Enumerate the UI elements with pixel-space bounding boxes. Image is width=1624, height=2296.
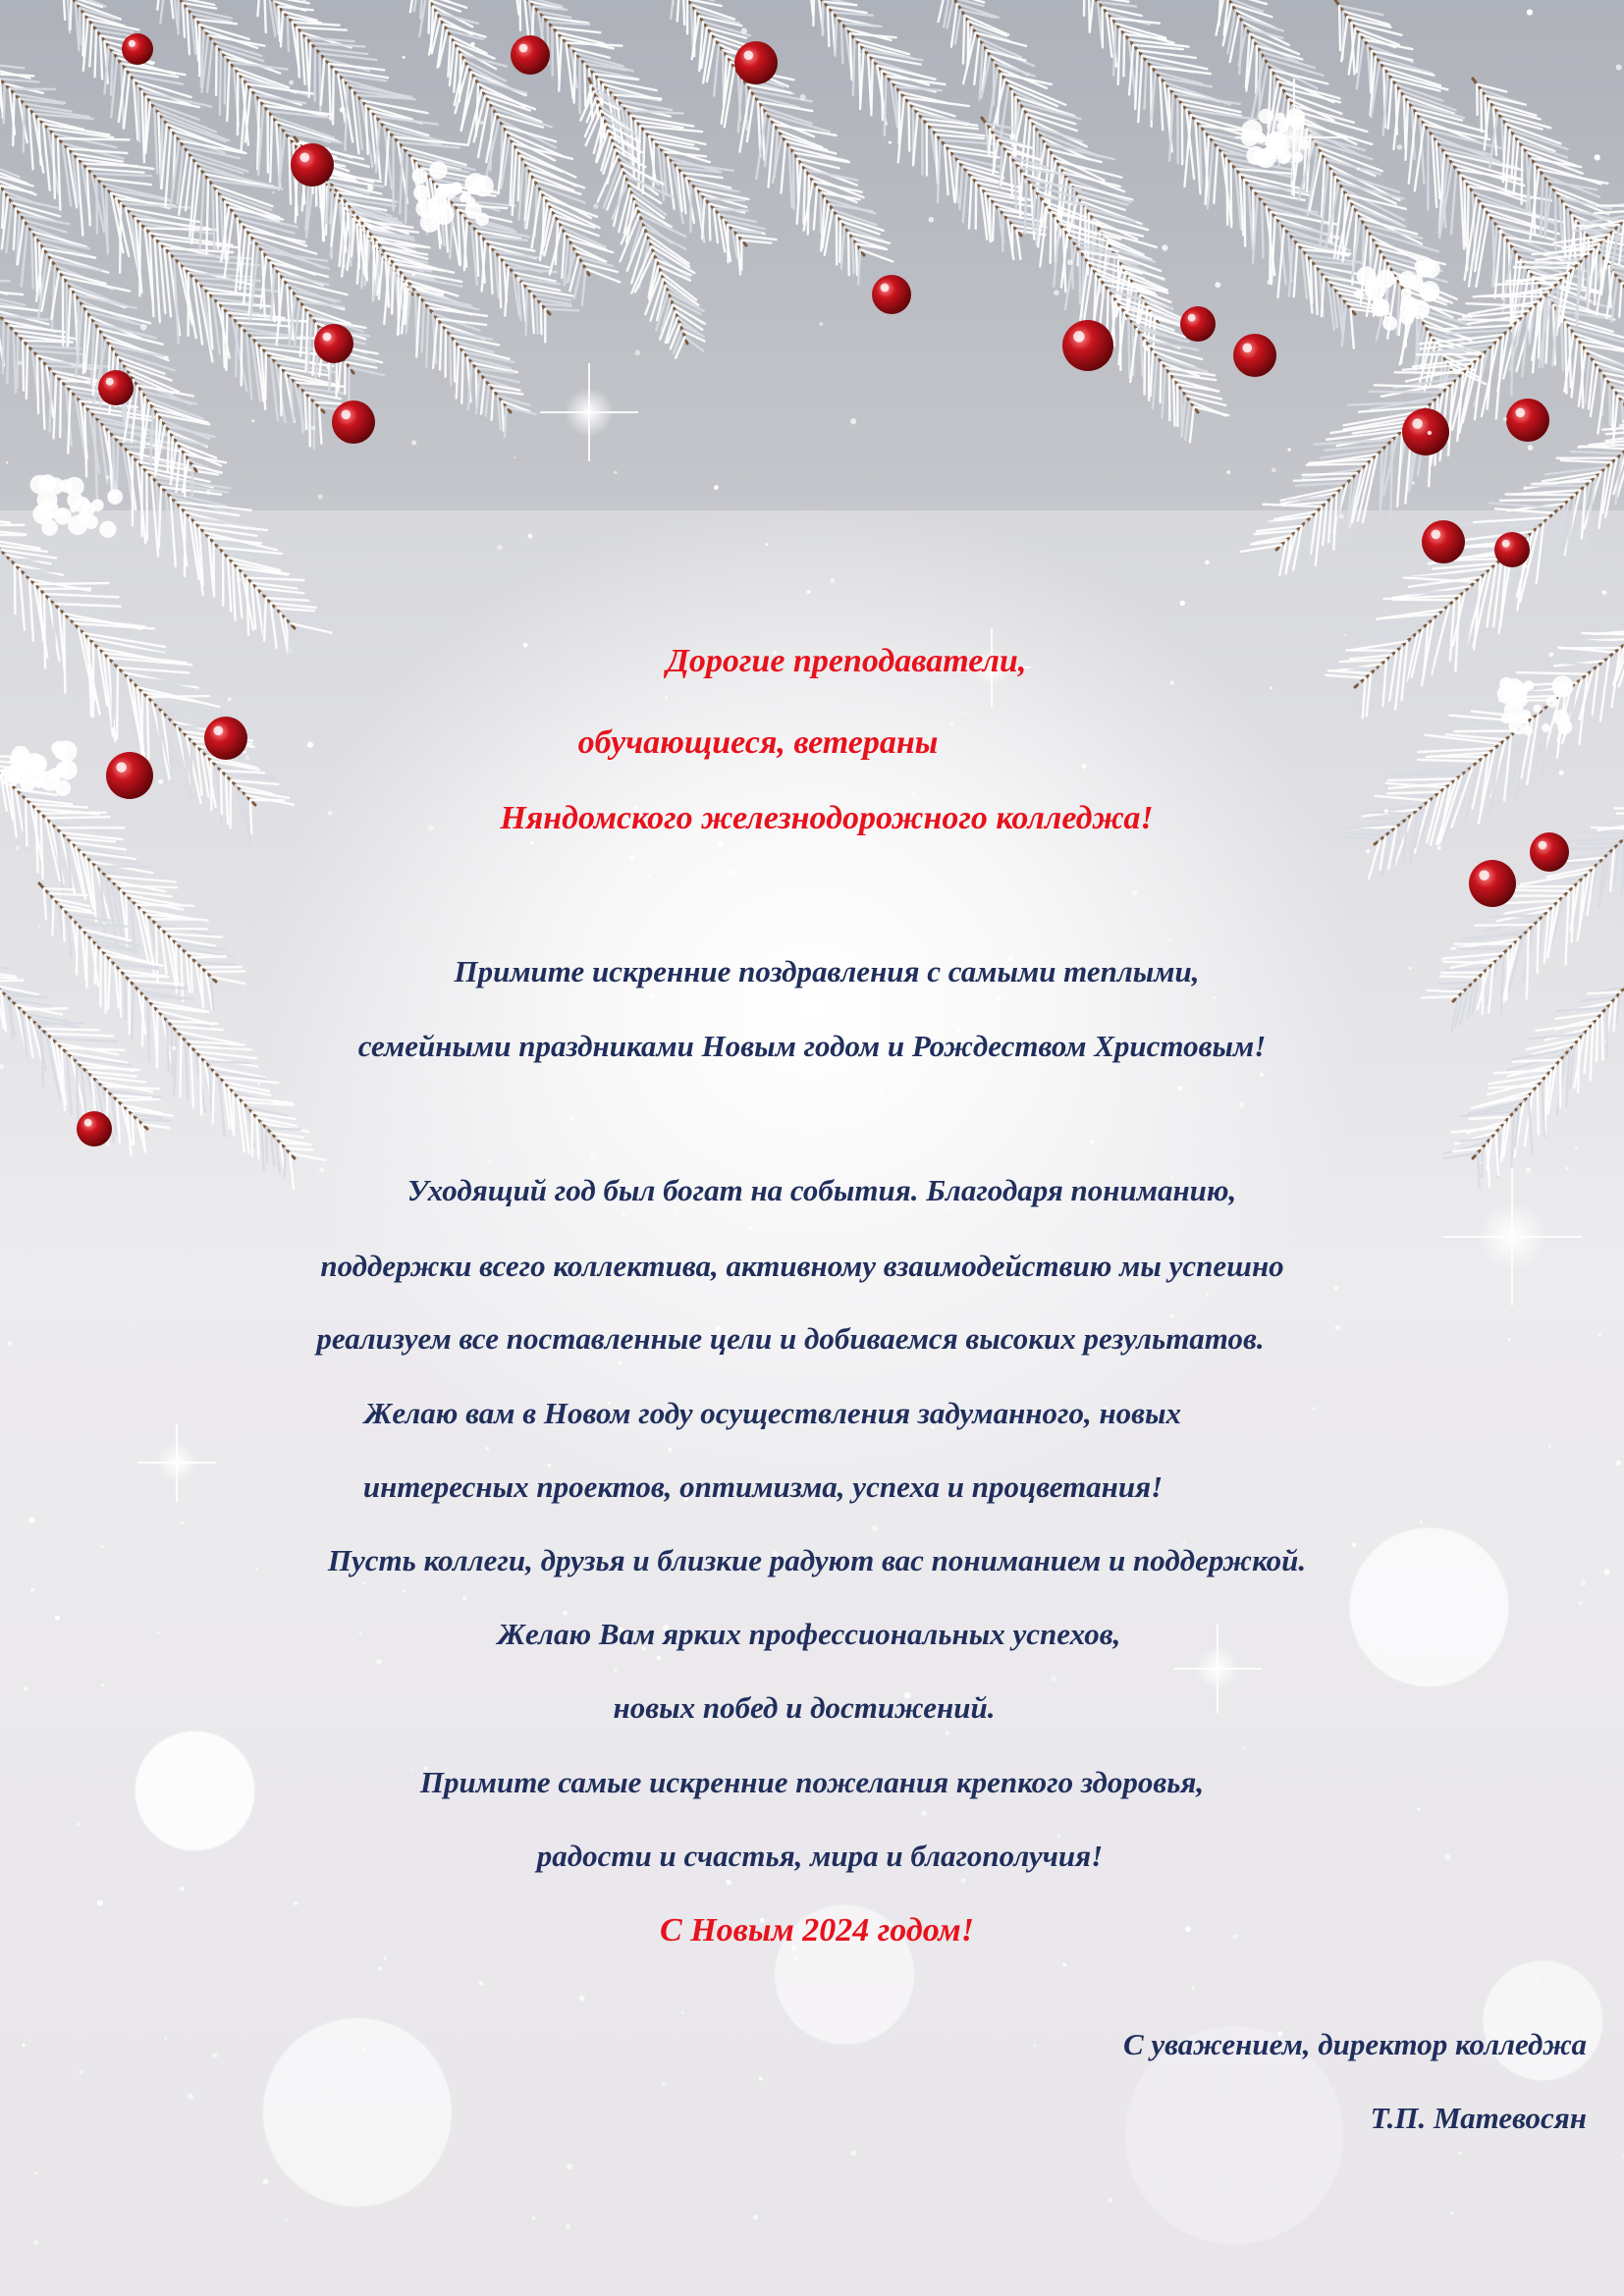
berry bbox=[511, 35, 550, 75]
congrats-line-1: Примите искренние поздравления с самыми теплыми, bbox=[454, 954, 1200, 988]
body-line-7: Желаю Вам ярких профессиональных успехов, bbox=[497, 1617, 1121, 1651]
greeting-line-1: Дорогие преподаватели, bbox=[666, 643, 1027, 679]
body-line-8: новых побед и достижений. bbox=[613, 1690, 996, 1725]
berry bbox=[332, 400, 375, 444]
body-line-3: реализуем все поставленные цели и добиваемся высоких результатов. bbox=[316, 1321, 1265, 1356]
berry bbox=[1494, 532, 1530, 567]
berry bbox=[1402, 408, 1449, 455]
body-line-4: Желаю вам в Новом году осуществления задуманного, новых bbox=[363, 1396, 1182, 1430]
berry bbox=[872, 275, 911, 314]
berry bbox=[734, 41, 778, 84]
body-line-6: Пусть коллеги, друзья и близкие радуют вас пониманием и поддержкой. bbox=[327, 1543, 1307, 1577]
body-line-1: Уходящий год был богат на события. Благодаря пониманию, bbox=[406, 1173, 1237, 1207]
berry bbox=[98, 370, 134, 405]
body-line-10: радости и счастья, мира и благополучия! bbox=[536, 1839, 1104, 1873]
berry bbox=[1233, 334, 1276, 377]
berry bbox=[1422, 520, 1465, 563]
body-line-2: поддержки всего коллектива, активному взаимодействию мы успешно bbox=[320, 1249, 1284, 1283]
berry bbox=[314, 324, 353, 363]
berry bbox=[1530, 832, 1569, 872]
berry bbox=[122, 33, 153, 65]
berry bbox=[1062, 320, 1113, 371]
berry bbox=[1506, 399, 1549, 442]
new-year-line: С Новым 2024 годом! bbox=[660, 1912, 974, 1949]
greeting-line-3: Няндомского железнодорожного колледжа! bbox=[500, 800, 1154, 836]
berry bbox=[1469, 860, 1516, 907]
berry bbox=[77, 1111, 112, 1147]
greeting-line-2: обучающиеся, ветераны bbox=[577, 724, 939, 761]
body-line-5: интересных проектов, оптимизма, успеха и процветания! bbox=[362, 1469, 1164, 1504]
berry bbox=[291, 143, 334, 187]
berry bbox=[1180, 306, 1216, 342]
signature-line-2: Т.П. Матевосян bbox=[1370, 2101, 1587, 2135]
congrats-line-2: семейными праздниками Новым годом и Рождеством Христовым! bbox=[357, 1029, 1267, 1063]
signature-line-1: С уважением, директор колледжа bbox=[1122, 2027, 1587, 2061]
body-line-9: Примите самые искренние пожелания крепкого здоровья, bbox=[419, 1765, 1205, 1799]
